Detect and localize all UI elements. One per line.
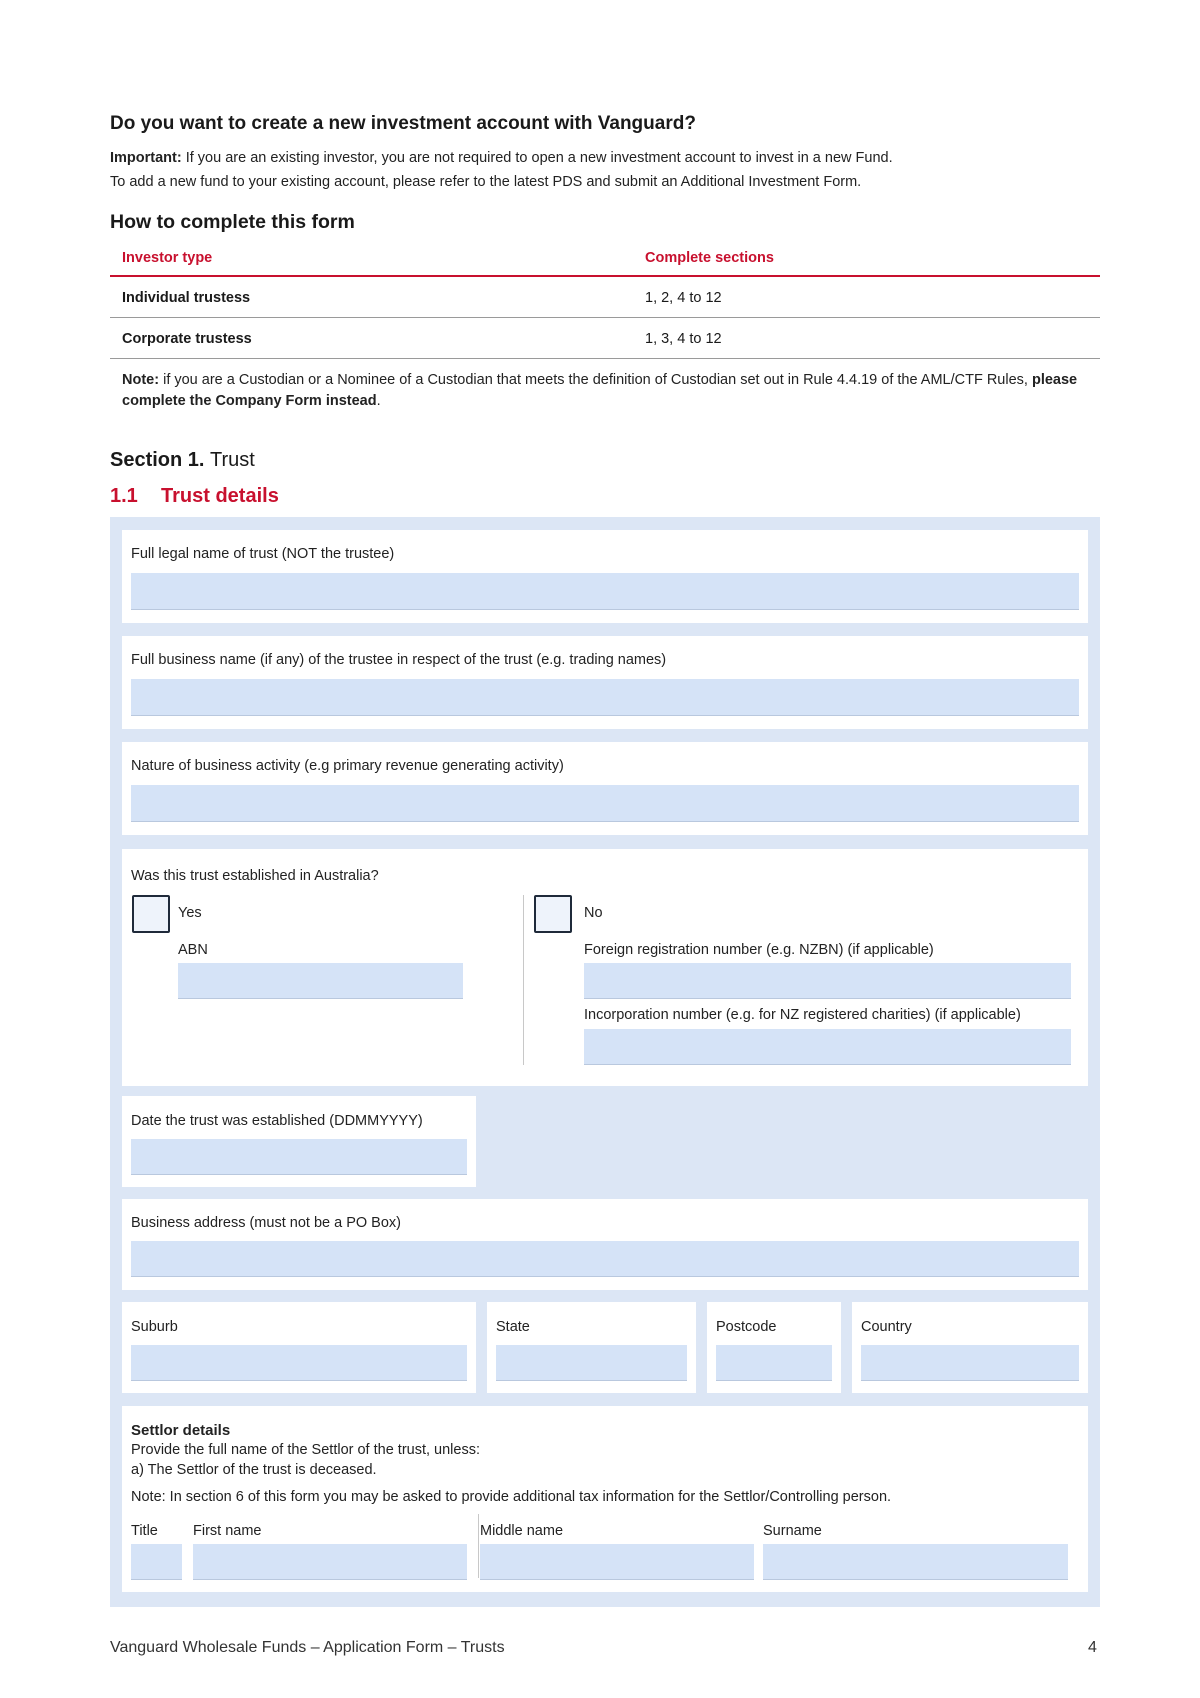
business-name-card [122,636,1088,729]
note-end: . [376,393,381,409]
state-input[interactable] [496,1345,687,1381]
important-label: Important: [110,150,182,166]
important-text: If you are an existing investor, you are not required to open a new investment account to invest in a new Fund. [181,150,893,166]
table-bottom-rule [110,358,1100,359]
yes-no-divider [523,895,524,1065]
table-header-rule [110,275,1100,277]
subsection-heading [110,485,279,508]
abn-input[interactable] [178,963,463,999]
note-bold-text: please complete the Company Form instead [122,372,1078,409]
date-established-input[interactable] [131,1139,467,1175]
postcode-card [707,1302,841,1393]
legal-name-card [122,530,1088,623]
page-number: 4 [1088,1639,1097,1656]
postcode-label: Postcode [716,1319,777,1335]
settlor-middle-name-input[interactable] [480,1544,754,1580]
business-name-input[interactable] [131,679,1079,716]
settlor-surname-input[interactable] [763,1544,1068,1580]
intro-line-2: To add a new fund to your existing account, please refer to the latest PDS and submit an Additional Investment Form. [110,174,862,190]
note-label: Note: [122,372,160,388]
nature-label: Nature of business activity (e.g primary revenue generating activity) [131,758,564,774]
table-header-complete-sections: Complete sections [645,250,774,266]
nature-input[interactable] [131,785,1079,822]
settlor-surname-label: Surname [763,1523,822,1539]
suburb-card [122,1302,476,1393]
table-header-investor-type: Investor type [122,250,213,266]
state-card [487,1302,696,1393]
abn-label: ABN [178,942,208,958]
settlor-title-input[interactable] [131,1544,182,1580]
settlor-middle-name-label: Middle name [480,1523,564,1539]
country-card [852,1302,1088,1393]
incorporation-input[interactable] [584,1029,1071,1065]
subsection-number: 1.1 [110,485,138,507]
settlor-line-1: Provide the full name of the Settlor of the trust, unless: [131,1442,480,1458]
settlor-line-2: a) The Settlor of the trust is deceased. [131,1462,377,1478]
settlor-card [122,1406,1088,1592]
note-text: if you are a Custodian or a Nominee of a Custodian that meets the definition of Custodian set out in Rule 4.4.19 of the AML/CTF Rules, [159,372,1032,388]
country-input[interactable] [861,1345,1079,1381]
footer-text: Vanguard Wholesale Funds – Application Form – Trusts [110,1639,505,1656]
suburb-input[interactable] [131,1345,467,1381]
table-row-1-type: Individual trustess [122,290,251,306]
business-address-card [122,1199,1088,1290]
foreign-reg-label: Foreign registration number (e.g. NZBN) (if applicable) [584,942,934,958]
howto-title: How to complete this form [110,211,355,233]
suburb-label: Suburb [131,1319,178,1335]
yes-label: Yes [178,905,202,921]
state-label: State [496,1319,530,1335]
settlor-name-divider [478,1514,479,1578]
nature-card [122,742,1088,835]
foreign-reg-input[interactable] [584,963,1071,999]
no-label: No [584,905,603,921]
table-row-1-sections: 1, 2, 4 to 12 [645,290,722,306]
business-name-label: Full business name (if any) of the trustee in respect of the trust (e.g. trading names) [131,652,667,668]
table-row-2-sections: 1, 3, 4 to 12 [645,331,722,347]
subsection-title: Trust details [161,485,279,507]
date-established-card [122,1096,476,1187]
important-paragraph [110,150,893,166]
settlor-first-name-input[interactable] [193,1544,467,1580]
settlor-title-label: Title [131,1523,158,1539]
settlor-note: Note: In section 6 of this form you may be asked to provide additional tax information for the Settlor/Controlling person. [131,1489,892,1505]
settlor-first-name-label: First name [193,1523,262,1539]
postcode-input[interactable] [716,1345,832,1381]
section-label: Section 1. [110,449,205,471]
section-1-heading [110,449,255,472]
established-card [122,849,1088,1086]
no-checkbox[interactable] [534,895,572,933]
intro-title: Do you want to create a new investment account with Vanguard? [110,113,696,134]
table-row-2-type: Corporate trustess [122,331,252,347]
settlor-title: Settlor details [131,1422,231,1439]
section-name: Trust [210,449,255,471]
table-row-rule [110,317,1100,318]
country-label: Country [861,1319,912,1335]
established-question: Was this trust established in Australia? [131,868,379,884]
howto-note [122,370,1082,412]
business-address-input[interactable] [131,1241,1079,1277]
yes-checkbox[interactable] [132,895,170,933]
legal-name-label: Full legal name of trust (NOT the trustee) [131,546,395,562]
legal-name-input[interactable] [131,573,1079,610]
business-address-label: Business address (must not be a PO Box) [131,1215,401,1231]
date-established-label: Date the trust was established (DDMMYYYY) [131,1113,423,1129]
incorporation-label: Incorporation number (e.g. for NZ registered charities) (if applicable) [584,1007,1021,1023]
